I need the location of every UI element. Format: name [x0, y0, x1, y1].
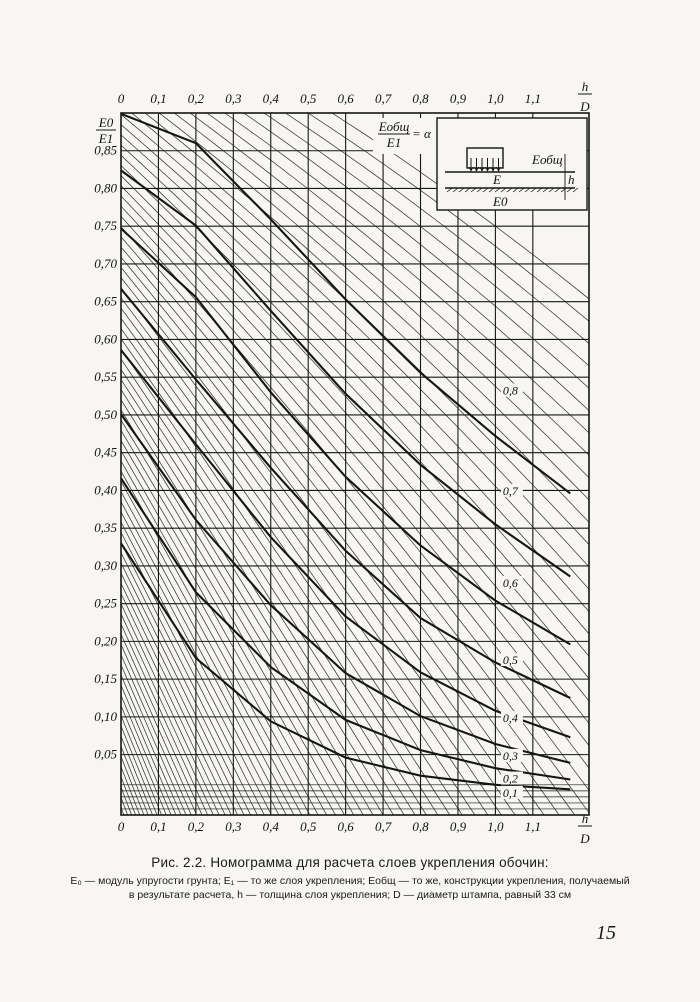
stamp — [467, 148, 503, 168]
hatch-line — [121, 349, 589, 1002]
inset-box — [437, 118, 587, 210]
hatch-line — [121, 695, 589, 1002]
y-tick-label: 0,70 — [94, 255, 117, 271]
x-axis-label-numerator: h — [581, 79, 589, 94]
y-tick-label: 0,40 — [94, 482, 117, 498]
curve-label: 0,7 — [502, 483, 518, 498]
hatch-line — [121, 216, 589, 790]
x-tick-label-bottom: 0,1 — [150, 819, 167, 834]
x-tick-label-top: 0,5 — [300, 91, 317, 106]
x-tick-label-bottom: 0 — [117, 819, 125, 834]
hatch-line — [121, 471, 589, 1002]
x-axis-label-numerator: h — [581, 811, 589, 826]
curve-label: 0,1 — [502, 785, 518, 800]
x-tick-label-bottom: 0,9 — [449, 819, 467, 834]
y-tick-label: 0,25 — [94, 595, 117, 611]
x-tick-label-bottom: 0,8 — [412, 819, 429, 834]
y-tick-label: 0,05 — [94, 746, 117, 762]
y-tick-label: 0,80 — [94, 180, 117, 196]
x-tick-label-top: 0,6 — [337, 91, 354, 106]
legend-formula-numerator: Eобщ — [378, 119, 410, 134]
curve-label: 0,5 — [502, 653, 518, 668]
y-axis-label-denominator: E1 — [98, 131, 114, 146]
x-tick-label-bottom: 0,5 — [300, 819, 317, 834]
hatch-line — [121, 818, 589, 1002]
legend-formula-denominator: E1 — [386, 135, 402, 150]
hatch-line — [121, 808, 589, 1002]
y-tick-label: 0,35 — [94, 520, 117, 536]
inset-label-bottom: E0 — [493, 194, 508, 209]
y-tick-label: 0,55 — [94, 369, 117, 385]
hatch-line — [121, 828, 589, 1002]
hatch-line — [121, 390, 589, 1002]
page-number: 15 — [596, 922, 616, 944]
inset-label-middle: E — [493, 172, 501, 187]
x-tick-label-top: 0,7 — [374, 91, 392, 106]
y-tick-label: 0,85 — [94, 142, 117, 158]
y-tick-label: 0,60 — [94, 331, 117, 347]
figure-caption — [70, 855, 630, 902]
caption-body: E₀ — модуль упругости грунта; E₁ — то же слоя укрепления; Eобщ — то же, конструкции укрепления, получаемый в результате расчета, h — толщина слоя укрепления; D — диаметр штампа, равный 33 см — [70, 875, 630, 901]
hatch-line — [121, 685, 589, 1002]
y-tick-label: 0,10 — [94, 708, 117, 724]
inset-label-height: h — [568, 172, 575, 187]
x-tick-label-top: 0 — [117, 91, 125, 106]
y-tick-label: 0,75 — [94, 218, 117, 234]
x-tick-label-bottom: 1,0 — [487, 819, 504, 834]
y-tick-label: 0,50 — [94, 406, 117, 422]
x-tick-label-top: 0,1 — [150, 91, 167, 106]
hatch-line — [121, 461, 589, 1002]
x-tick-label-top: 1,1 — [524, 91, 541, 106]
x-tick-label-bottom: 0,7 — [374, 819, 392, 834]
x-tick-label-top: 0,9 — [449, 91, 467, 106]
hatch-line — [121, 420, 589, 1002]
hatch-line — [121, 451, 589, 1002]
x-tick-label-top: 0,4 — [262, 91, 279, 106]
x-tick-label-top: 0,3 — [225, 91, 242, 106]
hatch-line — [121, 492, 589, 1002]
x-tick-label-top: 0,2 — [187, 91, 205, 106]
curve-label: 0,3 — [502, 748, 518, 763]
y-tick-label: 0,45 — [94, 444, 117, 460]
y-tick-label: 0,20 — [94, 633, 117, 649]
x-tick-label-bottom: 0,2 — [187, 819, 205, 834]
caption-title: Рис. 2.2. Номограмма для расчета слоев укрепления обочин: — [151, 855, 549, 870]
legend-formula-alpha: = α — [412, 126, 431, 141]
curve-label: 0,8 — [502, 383, 518, 398]
curve-label: 0,4 — [502, 711, 518, 726]
curve-label: 0,6 — [502, 576, 518, 591]
x-axis-label-denominator: D — [580, 99, 590, 114]
hatch-line — [121, 614, 589, 1002]
x-tick-label-top: 1,0 — [487, 91, 504, 106]
y-axis-label-numerator: E0 — [98, 115, 114, 130]
inset-label-top: Eобщ — [532, 152, 563, 167]
curve-label: 0,2 — [502, 771, 518, 786]
y-tick-label: 0,65 — [94, 293, 117, 309]
x-tick-label-bottom: 0,6 — [337, 819, 354, 834]
y-tick-label: 0,15 — [94, 671, 117, 687]
x-tick-label-top: 0,8 — [412, 91, 429, 106]
x-tick-label-bottom: 0,4 — [262, 819, 279, 834]
hatch-line — [121, 624, 589, 1002]
x-tick-label-bottom: 0,3 — [225, 819, 242, 834]
y-tick-label: 0,30 — [94, 557, 117, 573]
x-axis-label-denominator: D — [580, 831, 590, 846]
x-tick-label-bottom: 1,1 — [524, 819, 541, 834]
inset-diagram — [437, 118, 587, 210]
